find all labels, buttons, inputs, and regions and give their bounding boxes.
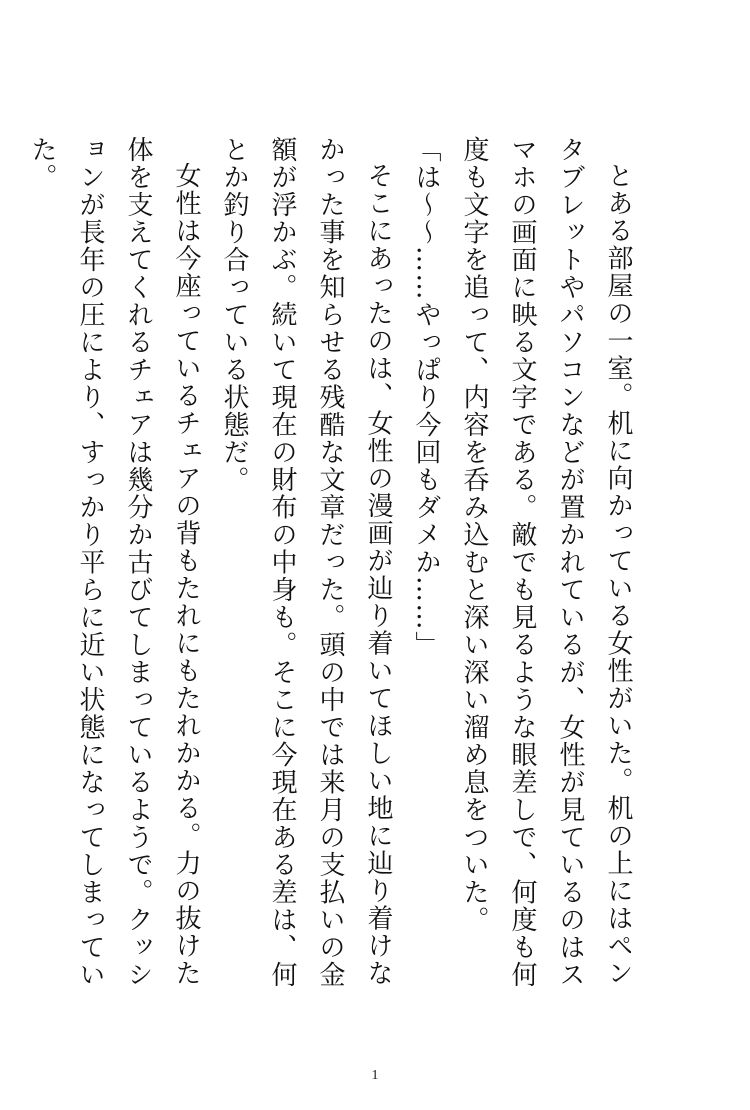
page-number: 1: [371, 1068, 379, 1083]
paragraph-opening-narration: とある部屋の一室。机に向かっている女性がいた。机の上にはペンタブレットやパソコンなどが置かれているが、女性が見ているのはスマホの画面に映る文字である。敵でも見るような眼差しで、何度も何度も文字を追って、内容を呑み込むと深い深い溜め息をついた。: [459, 136, 633, 989]
vertical-text-body: [18, 136, 642, 1006]
paragraph-dialogue: 「は〜〜……やっぱり今回もダメか……」: [411, 136, 441, 659]
paragraph-chair-narration: 女性は今座っているチェアの背もたれにもたれかかる。力の抜けた体を支えてくれるチェアは幾分か古びてしまっているようで。クッションが長年の圧により、すっかり平らに近い状態になってしまっていた。: [27, 136, 201, 989]
paragraph-rejection-narration: そこにあったのは、女性の漫画が辿り着いてほしい地に辿り着けなかった事を知らせる残酷な文章だった。頭の中では来月の支払いの金額が浮かぶ。続いて現在の財布の中身も。そこに今現在ある差は、何とか釣り合っている状態だ。: [219, 136, 393, 989]
